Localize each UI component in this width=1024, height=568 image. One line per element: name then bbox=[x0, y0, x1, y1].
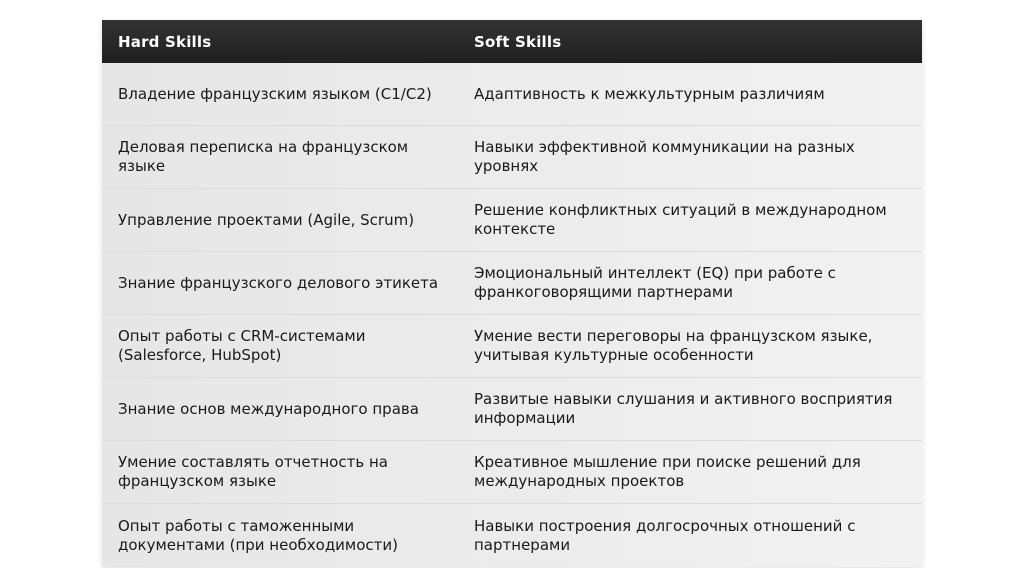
table-row bbox=[102, 504, 922, 567]
table-header bbox=[102, 20, 922, 63]
hard-skill-cell: Опыт работы с таможенными документами (при необходимости) bbox=[118, 516, 399, 554]
soft-skill-cell: Решение конфликтных ситуаций в международном контексте bbox=[474, 201, 887, 238]
table-row bbox=[102, 315, 922, 378]
table-row bbox=[102, 252, 922, 315]
soft-skill-cell: Креативное мышление при поиске решений для международных проектов bbox=[474, 453, 861, 490]
hard-skill-cell: Деловая переписка на французском языке bbox=[118, 138, 409, 175]
table-row bbox=[102, 126, 922, 189]
hard-skill-cell: Умение составлять отчетность на французском языке bbox=[118, 453, 388, 490]
hard-skill-cell: Знание основ международного права bbox=[118, 399, 419, 418]
soft-skill-cell: Навыки построения долгосрочных отношений с партнерами bbox=[474, 516, 856, 554]
soft-skill-cell: Умение вести переговоры на французском языке, учитывая культурные особенности bbox=[474, 327, 873, 364]
soft-skill-cell: Адаптивность к межкультурным различиям bbox=[474, 84, 825, 103]
hard-skill-cell: Владение французским языком (C1/C2) bbox=[118, 84, 432, 103]
hard-skill-cell: Знание французского делового этикета bbox=[118, 273, 439, 292]
hard-skill-cell: Опыт работы с CRM-системами (Salesforce, HubSpot) bbox=[118, 327, 366, 364]
soft-skill-cell: Развитые навыки слушания и активного восприятия информации bbox=[474, 390, 893, 427]
table-row bbox=[102, 441, 922, 504]
hard-skill-cell: Управление проектами (Agile, Scrum) bbox=[118, 210, 415, 229]
soft-skill-cell: Навыки эффективной коммуникации на разных уровнях bbox=[474, 138, 855, 175]
header-soft-skills: Soft Skills bbox=[474, 32, 562, 51]
soft-skill-cell: Эмоциональный интеллект (EQ) при работе с франкоговорящими партнерами bbox=[474, 264, 836, 301]
skills-table bbox=[102, 20, 922, 567]
table-row bbox=[102, 63, 922, 126]
table-row bbox=[102, 378, 922, 441]
header-hard-skills: Hard Skills bbox=[118, 32, 212, 51]
table-row bbox=[102, 189, 922, 252]
